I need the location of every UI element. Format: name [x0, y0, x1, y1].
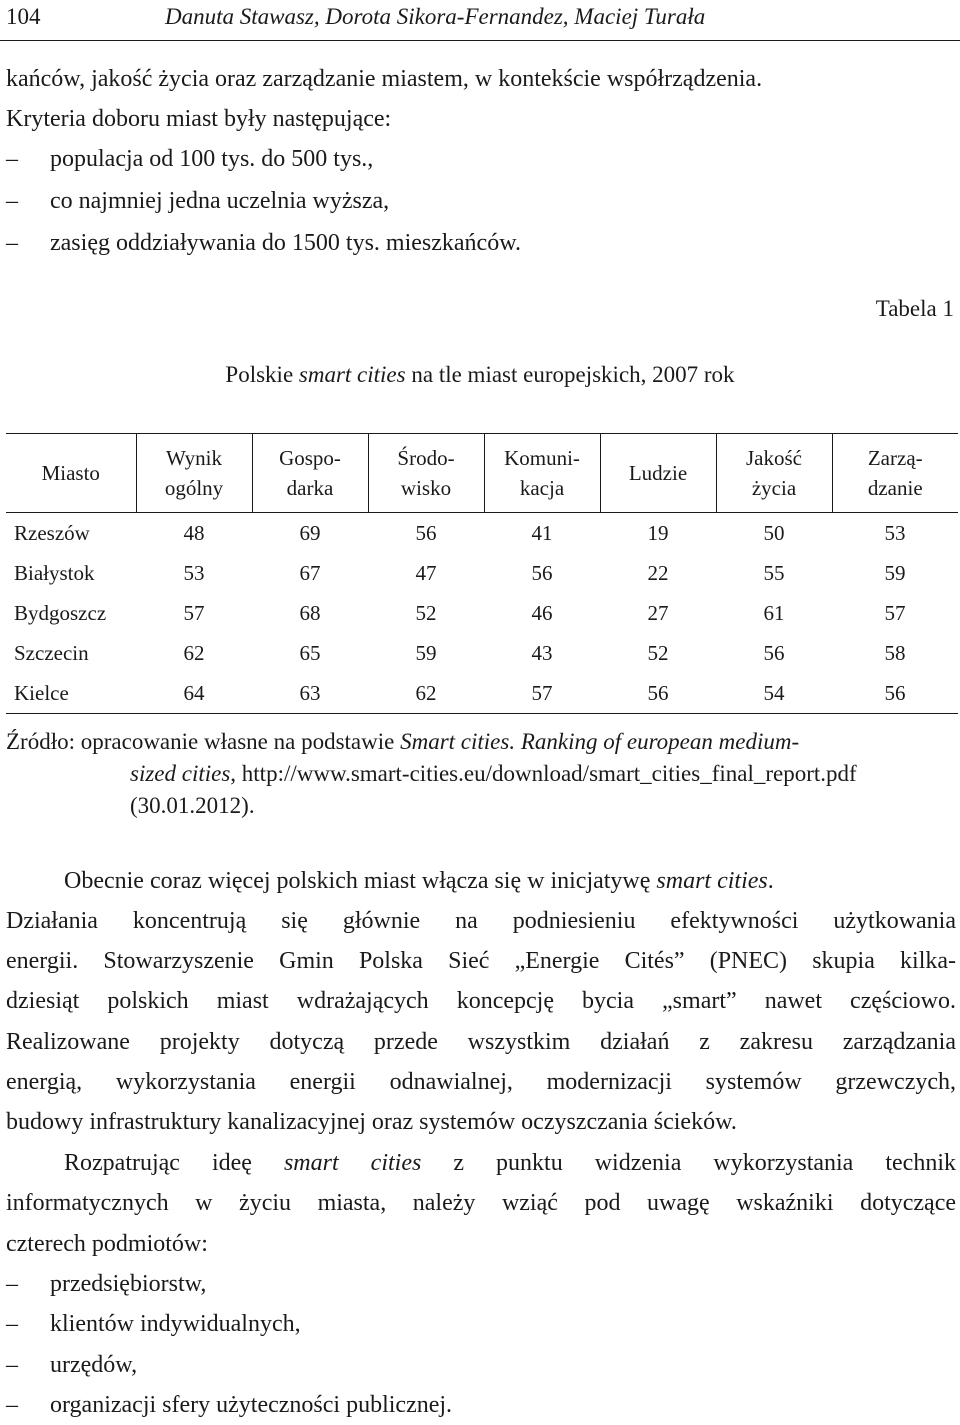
- paragraph-text: Rozpatrując ideę: [64, 1150, 284, 1176]
- table-title-italic: smart cities: [298, 362, 406, 387]
- table-row: [6, 633, 958, 673]
- paragraph-line: energii. Stowarzyszenie Gmin Polska Sieć „Energie Cités” (PNEC) skupia kilka-: [6, 948, 956, 974]
- table-cell: 19: [647, 520, 669, 545]
- subject-item-text: przedsiębiorstw,: [50, 1271, 207, 1297]
- subject-item-text: organizacji sfery użyteczności publicznej.: [50, 1392, 453, 1418]
- table-cell: 50: [763, 520, 785, 545]
- table-cell: 55: [763, 560, 785, 585]
- paragraph-line: Działania koncentrują się głównie na podniesieniu efektywności użytkowania: [6, 908, 956, 934]
- table-cell: 53: [183, 560, 205, 585]
- table-header-row: [6, 434, 958, 513]
- table-cell-city: Kielce: [14, 680, 69, 705]
- table-cell: 56: [647, 680, 669, 705]
- intro-line-1: kańców, jakość życia oraz zarządzanie miastem, w kontekście współrządzenia.: [6, 66, 763, 92]
- running-header: [0, 0, 960, 42]
- table-cell-city: Rzeszów: [14, 520, 90, 545]
- table-title-pre: Polskie: [225, 362, 299, 387]
- table-cell: 61: [763, 600, 785, 625]
- paragraph-line: [6, 868, 956, 895]
- paragraph-text: z punktu widzenia wykorzystania technik: [421, 1150, 956, 1176]
- column-header-line: Wynik: [166, 446, 222, 470]
- intro-line-2: Kryteria doboru miast były następujące:: [6, 106, 392, 132]
- table-cell: 64: [183, 680, 205, 705]
- source-text: , http://www.smart-cities.eu/download/smart_cities_final_report.pdf: [230, 761, 857, 786]
- column-header: [368, 434, 484, 513]
- table-row: [6, 593, 958, 633]
- source-italic: sized cities: [130, 761, 231, 786]
- table-cell: 22: [647, 560, 669, 585]
- table-cell: 52: [647, 640, 669, 665]
- column-header-line: dzanie: [867, 476, 923, 500]
- table-title-post: na tle miast europejskich, 2007 rok: [405, 362, 735, 387]
- table-cell: 57: [183, 600, 205, 625]
- column-header-line: wisko: [400, 476, 452, 500]
- column-header-line: Miasto: [41, 461, 100, 485]
- source-line: [6, 726, 956, 758]
- paragraph-line: budowy infrastruktury kanalizacyjnej oraz systemów oczyszczania ścieków.: [6, 1109, 737, 1135]
- table-cell: 58: [884, 640, 906, 665]
- source-line: [6, 758, 956, 790]
- table-cell: 43: [531, 640, 553, 665]
- table-cell: 53: [884, 520, 906, 545]
- paragraph-line: czterech podmiotów:: [6, 1231, 208, 1257]
- paragraph-italic: smart cities: [283, 1150, 422, 1176]
- paragraph-line: dziesiąt polskich miast wdrażających koncepcję bycia „smart” nawet częściowo.: [6, 988, 956, 1014]
- column-header: [600, 434, 716, 513]
- running-header-authors: Danuta Stawasz, Dorota Sikora-Fernandez, Maciej Turała: [165, 4, 706, 29]
- table-cell: 67: [299, 560, 321, 585]
- table-cell: 54: [763, 680, 785, 705]
- table-cell: 52: [415, 600, 437, 625]
- paragraph-text: Obecnie coraz więcej polskich miast włącza się w inicjatywę: [64, 868, 657, 894]
- table-cell: 63: [299, 680, 321, 705]
- dash-bullet: –: [6, 188, 18, 214]
- table-title: [0, 362, 960, 388]
- column-header-line: darka: [286, 476, 334, 500]
- table-cell: 56: [884, 680, 906, 705]
- criteria-item-text: populacja od 100 tys. do 500 tys.,: [50, 146, 374, 172]
- column-header-line: Jakość: [746, 446, 802, 470]
- column-header-line: Zarzą-: [867, 446, 923, 470]
- column-header: [716, 434, 832, 513]
- dash-bullet: –: [6, 230, 18, 256]
- dash-bullet: –: [6, 146, 18, 172]
- paragraph-line: Realizowane projekty dotyczą przede wszystkim działań z zakresu zarządzania: [6, 1029, 956, 1055]
- subject-item-text: klientów indywidualnych,: [50, 1311, 301, 1337]
- table-cell: 62: [415, 680, 437, 705]
- table-source-note: [6, 726, 956, 822]
- paragraph-line: energią, wykorzystania energii odnawialnej, modernizacji systemów grzewczych,: [6, 1069, 956, 1095]
- paragraph-text: .: [767, 868, 774, 894]
- table-cell: 47: [415, 560, 437, 585]
- column-header: [832, 434, 958, 513]
- dash-bullet: –: [6, 1311, 18, 1337]
- column-header-line: ogólny: [164, 476, 224, 500]
- source-text: opracowanie własne na podstawie: [75, 729, 401, 754]
- column-header-line: Ludzie: [628, 461, 688, 485]
- table-cell: 65: [299, 640, 321, 665]
- table-label: Tabela 1: [875, 296, 954, 321]
- table-row: [6, 673, 958, 714]
- page-number: 104: [6, 4, 41, 29]
- header-rule: [0, 40, 960, 41]
- column-header: [484, 434, 600, 513]
- paragraph-line: [6, 1150, 956, 1177]
- column-header: [136, 434, 252, 513]
- table-row: [6, 513, 958, 554]
- criteria-item-text: zasięg oddziaływania do 1500 tys. mieszkańców.: [50, 230, 521, 256]
- paragraph-line: informatycznych w życiu miasta, należy wziąć pod uwagę wskaźniki dotyczące: [6, 1190, 956, 1216]
- table-cell: 57: [884, 600, 906, 625]
- column-header-line: Komuni-: [504, 446, 580, 470]
- table-cell: 69: [299, 520, 321, 545]
- source-label: Źródło:: [6, 729, 75, 754]
- table-cell: 62: [183, 640, 205, 665]
- table-cell: 56: [763, 640, 785, 665]
- table-cell: 41: [531, 520, 553, 545]
- table-cell: 59: [415, 640, 437, 665]
- table-cell-city: Białystok: [14, 560, 95, 585]
- table-row: [6, 553, 958, 593]
- source-line: [6, 790, 956, 822]
- column-header: [252, 434, 368, 513]
- column-header: [6, 434, 136, 513]
- column-header-line: Środo-: [397, 446, 455, 470]
- source-italic: Smart cities. Ranking of european medium-: [400, 729, 800, 754]
- table-cell: 56: [531, 560, 553, 585]
- column-header-line: Gospo-: [279, 446, 341, 470]
- dash-bullet: –: [6, 1352, 18, 1378]
- dash-bullet: –: [6, 1271, 18, 1297]
- column-header-line: życia: [751, 476, 797, 500]
- dash-bullet: –: [6, 1392, 18, 1418]
- table-cell: 48: [183, 520, 205, 545]
- column-header-line: kacja: [519, 476, 565, 500]
- table-cell: 46: [531, 600, 553, 625]
- subject-item-text: urzędów,: [50, 1352, 138, 1378]
- table-cell: 27: [647, 600, 669, 625]
- table-cell-city: Bydgoszcz: [14, 600, 107, 625]
- source-date: (30.01.2012).: [130, 793, 255, 818]
- table-cell: 68: [299, 600, 321, 625]
- table-cell: 56: [415, 520, 437, 545]
- table-cell: 59: [884, 560, 906, 585]
- smart-cities-table: [6, 433, 958, 714]
- table-cell: 57: [531, 680, 553, 705]
- table-cell-city: Szczecin: [14, 640, 89, 665]
- paragraph-italic: smart cities: [656, 868, 768, 894]
- criteria-item-text: co najmniej jedna uczelnia wyższa,: [50, 188, 390, 214]
